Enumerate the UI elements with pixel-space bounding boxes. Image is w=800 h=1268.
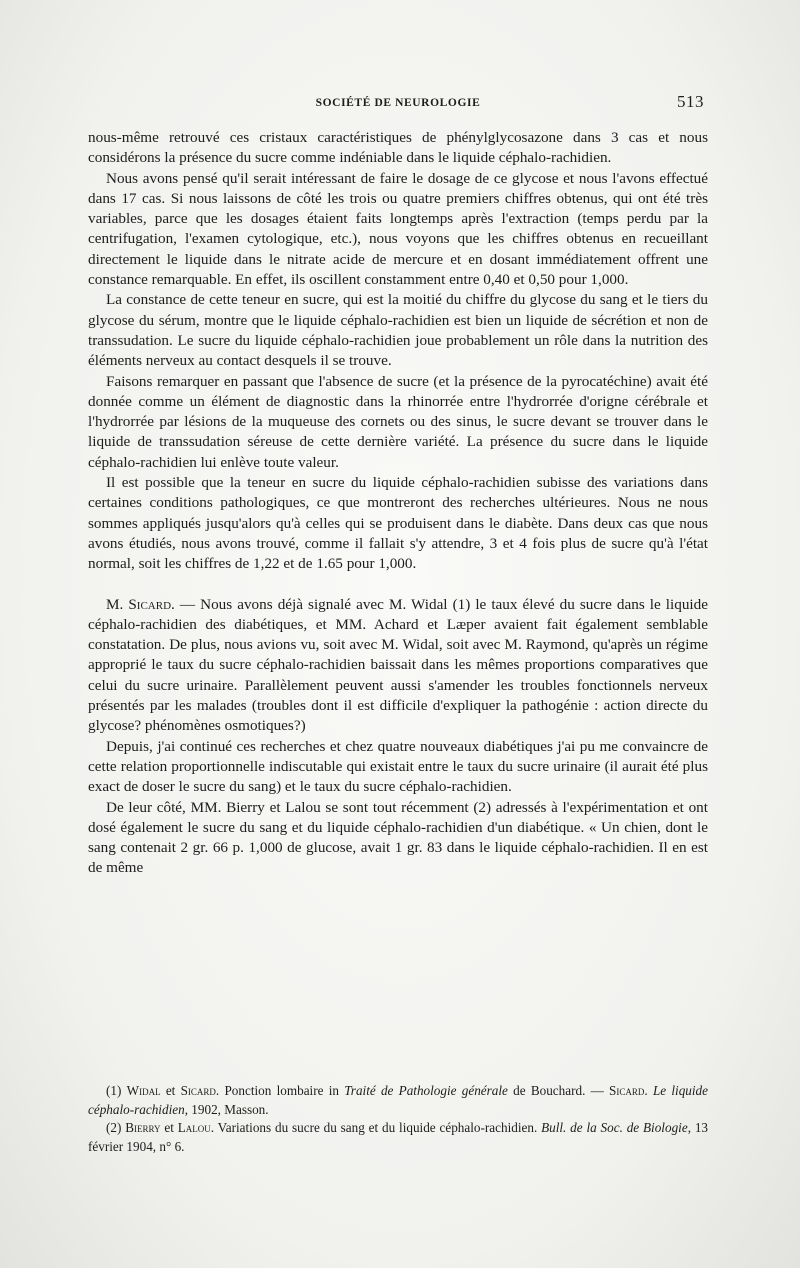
author-name: Sicard [180,1083,216,1098]
paragraph-2: Nous avons pensé qu'il serait intéressant de faire le dosage de ce glycose et nous l'avons effectué dans 17 cas. Si nous laissons de côté les trois ou quatre premiers chiffres obtenus, qui ont été très variables, parce que les dosages étaient faits longtemps après l'extraction (temps perdu par la centrifugation, l'examen cytologique, etc.), nous voyons que les chiffres obtenus en recueillant directement le liquide dans le nitrate acide de mercure et en dosant immédiatement offrent une constance remarquable. En effet, ils oscillent constamment entre 0,40 et 0,50 pour 1,000. [88,169,708,289]
journal-title: Bull. de la Soc. de Biologie [541,1120,688,1136]
work-title: Le liquide céphalo-rachidien [88,1083,708,1117]
author-name: Sicard [609,1083,645,1098]
footnote-marker: (1) [106,1083,127,1098]
footnote-text: et [160,1083,181,1098]
footnote-text: . Ponction lombaire in [215,1083,345,1098]
author-name: Bierry [125,1120,161,1136]
footnote-text: de Bouchard. — [507,1083,610,1098]
footnote-text: , 1902, Masson. [184,1101,269,1117]
page-header [88,92,708,114]
author-name: Widal [126,1083,161,1098]
footnote-2 [88,1119,708,1156]
paragraph-6 [88,595,708,737]
speaker-name: M. Sicard. [106,595,175,613]
paragraph-3: La constance de cette teneur en sucre, qui est la moitié du chiffre du glycose du sang et le tiers du glycose du sérum, montre que le liquide céphalo-rachidien est bien un liquide de sécrétion et non de transsudation. Le sucre du liquide céphalo-rachidien joue probablement un rôle dans la nutrition des éléments nerveux au contact desquels il se trouve. [88,291,708,370]
work-title: Traité de Pathologie générale [344,1083,508,1098]
author-name: Lalou [177,1120,211,1136]
paragraph-8: De leur côté, MM. Bierry et Lalou se sont tout récemment (2) adressés à l'expérimentation et ont dosé également le sucre du sang et du liquide céphalo-rachidien d'un diabétique. « Un chien, dont le sang contenait 2 gr. 66 p. 1,000 de glucose, avait 1 gr. 83 dans le liquide céphalo-rachidien. Il en est de même [88,798,708,877]
footnote-text: . Variations du sucre du sang et du liquide céphalo-rachidien. [210,1120,542,1136]
paragraph-6-text: — Nous avons déjà signalé avec M. Widal (1) le taux élevé du sucre dans le liquide céphalo-rachidien des diabétiques, et MM. Achard et Læper avaient fait également semblable constatation. De plus, nous avions vu, soit avec M. Widal, soit avec M. Raymond, qu'après un régime approprié le taux du sucre céphalo-rachidien baissait dans les mêmes proportions comparatives que celui du sucre urinaire. Parallèlement peuvent aussi s'amender les troubles fonctionnels nerveux présentés par les malades (troubles dont il est difficile d'expliquer la pathogénie : action directe du glycose? phénomènes osmotiques?) [88,595,708,735]
footnotes [88,1082,708,1156]
footnote-marker: (2) [106,1120,126,1136]
paragraph-5: Il est possible que la teneur en sucre du liquide céphalo-rachidien subisse des variations dans certaines conditions pathologiques, ce que montreront des recherches ultérieures. Nous ne nous sommes appliqués jusqu'alors qu'à celles qui se produisent dans le diabète. Dans deux cas que nous avons étudiés, nous avons trouvé, comme il fallait s'y attendre, 3 et 4 fois plus de sucre qu'à l'état normal, soit les chiffres de 1,22 et de 1.65 pour 1,000. [88,474,708,573]
paragraph-1: nous-même retrouvé ces cristaux caractéristiques de phénylglycosazone dans 3 cas et nous considérons la présence du sucre comme indéniable dans le liquide céphalo-rachidien. [88,129,708,167]
paragraph-7: Depuis, j'ai continué ces recherches et chez quatre nouveaux diabétiques j'ai pu me convaincre de cette relation proportionnelle indiscutable qui existait entre le taux du sucre urinaire (il aurait été plus exact de doser le sucre du sang) et le taux du sucre céphalo-rachidien. [88,737,708,796]
paragraph-4: Faisons remarquer en passant que l'absence de sucre (et la présence de la pyrocatéchine) avait été donnée comme un élément de diagnostic dans la rhinorrée entre l'hydrorrée d'origne cérébrale et l'hydrorrée par lésions de la muqueuse des cornets ou des sinus, le sucre devant se trouver dans le liquide de transsudation séreuse de cette dernière variété. La présence du sucre dans le liquide céphalo-rachidien lui enlève toute valeur. [88,372,708,471]
running-title: SOCIÉTÉ DE NEUROLOGIE [315,97,481,109]
body-text [88,128,708,879]
footnote-text: , 13 février 1904, n° 6. [88,1120,709,1154]
footnote-1 [88,1082,708,1119]
footnote-text: et [160,1120,178,1136]
footnote-text: . [644,1083,653,1098]
page-number: 513 [677,92,704,111]
